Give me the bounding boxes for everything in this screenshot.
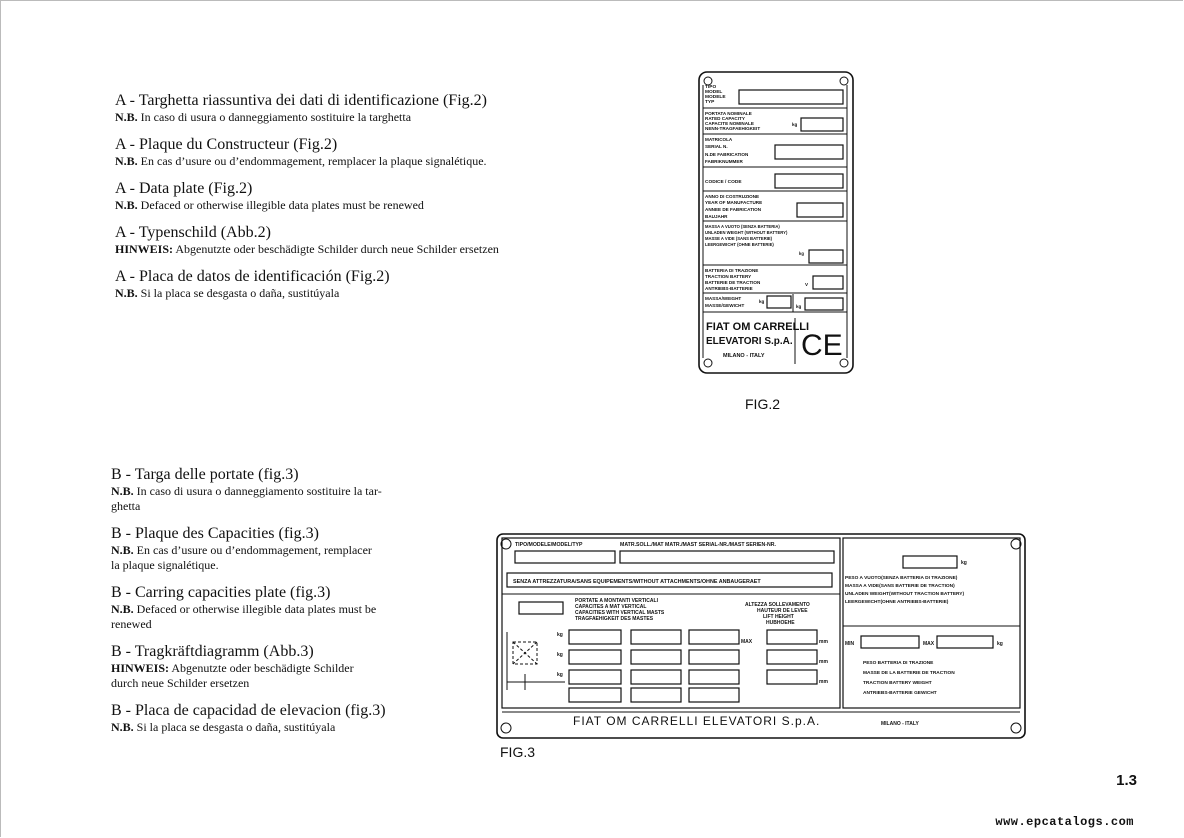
item-letter: B <box>111 584 122 601</box>
svg-text:CAPACITIES WITH VERTICAL MASTS: CAPACITIES WITH VERTICAL MASTS <box>575 610 665 616</box>
type-row <box>705 84 726 105</box>
load-diagram-icon <box>507 632 565 690</box>
city-label: MILANO - ITALY <box>881 721 919 727</box>
note-label: HINWEIS: <box>115 242 174 256</box>
svg-text:MATRICOLA: MATRICOLA <box>705 137 733 142</box>
note-text: Abgenutzte oder beschädigte Schilder <box>171 661 354 675</box>
battery-max-field <box>937 636 993 648</box>
code-field <box>775 174 843 188</box>
svg-text:CODICE / CODE: CODICE / CODE <box>705 180 742 185</box>
svg-text:ANTRIEBS-BATTERIE GEWICHT: ANTRIEBS-BATTERIE GEWICHT <box>863 691 937 696</box>
footer-url: www.epcatalogs.com <box>995 815 1134 829</box>
empty-mass-field <box>809 250 843 263</box>
item-title: Data plate (Fig.2) <box>139 180 253 197</box>
svg-text:YEAR OF MANUFACTURE: YEAR OF MANUFACTURE <box>705 200 763 205</box>
svg-text:ANTRIEBS-BATTERIE: ANTRIEBS-BATTERIE <box>705 286 753 291</box>
note-label: N.B. <box>111 602 134 616</box>
svg-text:ALTEZZA SOLLEVAMENTO: ALTEZZA SOLLEVAMENTO <box>745 602 810 608</box>
svg-text:mm: mm <box>819 679 828 685</box>
note-label: N.B. <box>111 484 134 498</box>
note-label: N.B. <box>115 110 138 124</box>
battery-mass-field-2 <box>805 298 843 310</box>
svg-text:HAUTEUR DE LEVEE: HAUTEUR DE LEVEE <box>757 608 808 614</box>
svg-text:kg: kg <box>557 652 563 658</box>
svg-text:PORTATE A MONTANTI VERTICALI: PORTATE A MONTANTI VERTICALI <box>575 598 658 604</box>
note-text: In caso di usura o danneggiamento sostituire la tar- <box>136 484 382 498</box>
screw-hole-icon <box>1011 723 1021 733</box>
item-title: Targa delle portate (fig.3) <box>134 466 299 483</box>
fig3-capacity-plate <box>495 532 1027 740</box>
item-title: Tragkräftdiagramm (Abb.3) <box>134 643 314 660</box>
a-item: A - Data plate (Fig.2) N.B. Defaced or otherwise illegible data plates must be renewed <box>115 180 424 212</box>
ce-mark-icon: CE <box>801 329 843 362</box>
svg-text:CAPACITES A MAT VERTICAL: CAPACITES A MAT VERTICAL <box>575 604 647 610</box>
section-b <box>111 465 456 741</box>
battery-mass-label <box>863 660 955 696</box>
empty-mass-label <box>845 575 965 605</box>
item-title: Typenschild (Abb.2) <box>138 224 271 241</box>
svg-text:MASSE A VIDE (SANS BATTERIE): MASSE A VIDE (SANS BATTERIE) <box>705 236 773 241</box>
svg-text:MASSA/WEIGHT: MASSA/WEIGHT <box>705 296 742 301</box>
b-item: B - Placa de capacidad de elevacion (fig.3) N.B. Si la placa se desgasta o daña, sustitúyala <box>111 702 386 734</box>
svg-text:kg: kg <box>557 632 563 638</box>
note-text: In caso di usura o danneggiamento sostituire la targhetta <box>140 110 412 124</box>
lift-field <box>519 602 563 614</box>
item-letter: A <box>115 92 126 109</box>
capacity-field <box>801 118 843 131</box>
note-label: N.B. <box>111 720 134 734</box>
svg-text:TYP: TYP <box>705 100 715 105</box>
note-text: En cas d’usure ou d’endommagement, remplacer <box>136 543 372 557</box>
svg-text:MATR.SOLL./MAT MATR./MAST SERI: MATR.SOLL./MAT MATR./MAST SERIAL-NR./MAST SERIEN-NR. <box>620 542 776 548</box>
attachments-label: SENZA ATTREZZATURA/SANS EQUIPEMENTS/WITHOUT ATTACHMENTS/OHNE ANBAUGERAET <box>513 579 761 585</box>
svg-text:kg: kg <box>792 122 798 127</box>
maker-block <box>706 321 809 359</box>
screw-hole-icon <box>704 359 712 367</box>
item-title: Targhetta riassuntiva dei dati di identificazione (Fig.2) <box>138 92 487 109</box>
svg-text:ANNEE DE FABRICATION: ANNEE DE FABRICATION <box>705 207 762 212</box>
svg-text:MASSE DE LA BATTERIE DE TRACTI: MASSE DE LA BATTERIE DE TRACTION <box>863 671 955 676</box>
note-text: Defaced or otherwise illegible data plates must be renewed <box>140 198 424 212</box>
year-field <box>797 203 843 217</box>
svg-text:N.DE FABRICATION: N.DE FABRICATION <box>705 152 749 157</box>
b-item: B - Targa delle portate (fig.3) N.B. In caso di usura o danneggiamento sostituire la tar- ghetta <box>111 465 456 524</box>
svg-text:LEERGEWICHT(OHNE ANTRIEBS-BATT: LEERGEWICHT(OHNE ANTRIEBS-BATTERIE) <box>845 600 949 605</box>
item-letter: A <box>115 224 126 241</box>
svg-text:NENN-TRAGFAEHIGKEIT: NENN-TRAGFAEHIGKEIT <box>705 126 761 131</box>
svg-text:TIPO: TIPO <box>705 85 717 90</box>
svg-text:MAX: MAX <box>741 639 753 645</box>
lift-height-label <box>745 602 810 626</box>
svg-text:MASSA A VUOTO (SENZA BATTERIA): MASSA A VUOTO (SENZA BATTERIA) <box>705 224 780 229</box>
type-field <box>515 551 615 563</box>
svg-text:kg: kg <box>759 299 765 304</box>
battery-mass-row <box>705 296 802 309</box>
serial-row <box>705 137 749 164</box>
svg-text:kg: kg <box>799 251 804 256</box>
svg-text:BAUJAHR: BAUJAHR <box>705 214 728 219</box>
note-text: En cas d’usure ou d’endommagement, remplacer la plaque signalétique. <box>140 154 487 168</box>
section-a <box>115 91 615 311</box>
item-title: Plaque du Constructeur (Fig.2) <box>139 136 338 153</box>
battery-row <box>705 268 809 291</box>
svg-text:BATTERIA DI TRAZIONE: BATTERIA DI TRAZIONE <box>705 268 759 273</box>
svg-text:LIFT HEIGHT: LIFT HEIGHT <box>763 614 794 620</box>
item-title: Placa de capacidad de elevacion (fig.3) <box>135 702 386 719</box>
page-number: 1.3 <box>1116 772 1137 789</box>
fig2-data-plate <box>697 70 855 375</box>
svg-text:kg: kg <box>961 560 967 566</box>
maker-label: FIAT OM CARRELLI ELEVATORI S.p.A. <box>573 714 821 728</box>
note-label: N.B. <box>115 198 138 212</box>
svg-text:kg: kg <box>997 641 1003 647</box>
a-item: A - Plaque du Constructeur (Fig.2) N.B. En cas d’usure ou d’endommagement, remplacer la plaque signalétique. <box>115 136 487 168</box>
item-letter: B <box>111 466 122 483</box>
svg-text:CAPACITE NOMINALE: CAPACITE NOMINALE <box>705 121 754 126</box>
svg-text:kg: kg <box>796 304 802 309</box>
svg-text:V: V <box>805 282 809 287</box>
note-text: Si la placa se desgasta o daña, sustitúyala <box>140 286 340 300</box>
empty-mass-field <box>903 556 957 568</box>
capacity-row <box>705 111 798 131</box>
capacity-grid <box>569 630 817 702</box>
note-label: N.B. <box>111 543 134 557</box>
svg-text:UNLADEN WEIGHT(WITHOUT TRACTIO: UNLADEN WEIGHT(WITHOUT TRACTION BATTERY) <box>845 592 965 597</box>
item-letter: A <box>115 180 126 197</box>
svg-text:TRAGFAEHIGKEIT DES MASTES: TRAGFAEHIGKEIT DES MASTES <box>575 616 654 622</box>
screw-hole-icon <box>840 77 848 85</box>
b-item: B - Plaque des Capacities (fig.3) N.B. En cas d’usure ou d’endommagement, remplacer la plaque signalétique. <box>111 524 456 583</box>
svg-text:mm: mm <box>819 659 828 665</box>
item-title: Placa de datos de identificación (Fig.2) <box>139 268 390 285</box>
svg-text:MAX: MAX <box>923 641 935 647</box>
note-text-cont: durch neue Schilder ersetzen <box>111 676 250 690</box>
a-item: A - Typenschild (Abb.2) HINWEIS: Abgenutzte oder beschädigte Schilder durch neue Schilder ersetzen <box>115 224 499 256</box>
note-text: Abgenutzte oder beschädigte Schilder durch neue Schilder ersetzen <box>175 242 499 256</box>
fig3-caption: FIG.3 <box>500 744 536 760</box>
a-item: A - Placa de datos de identificación (Fig.2) N.B. Si la placa se desgasta o daña, sustitúyala <box>115 268 390 300</box>
svg-text:BATTERIE DE TRACTION: BATTERIE DE TRACTION <box>705 280 761 285</box>
item-letter: B <box>111 643 122 660</box>
note-text-cont: renewed <box>111 617 152 631</box>
empty-mass-row <box>705 224 804 256</box>
svg-text:SERIAL N.: SERIAL N. <box>705 144 728 149</box>
svg-text:MODELE: MODELE <box>705 95 726 100</box>
b-item: B - Tragkräftdiagramm (Abb.3) HINWEIS: Abgenutzte oder beschädigte Schilder durch neue Schilder ersetzen <box>111 642 456 701</box>
svg-text:PESO BATTERIA DI TRAZIONE: PESO BATTERIA DI TRAZIONE <box>863 661 934 666</box>
item-letter: B <box>111 525 122 542</box>
svg-text:MILANO - ITALY: MILANO - ITALY <box>723 353 765 359</box>
note-label: HINWEIS: <box>111 661 170 675</box>
serial-field <box>775 145 843 159</box>
type-field <box>739 90 843 104</box>
svg-text:HUBHOEHE: HUBHOEHE <box>766 620 795 626</box>
svg-text:MODEL: MODEL <box>705 90 723 95</box>
item-letter: A <box>115 136 126 153</box>
note-text: Si la placa se desgasta o daña, sustitúyala <box>136 720 336 734</box>
svg-text:PORTATA NOMINALE: PORTATA NOMINALE <box>705 111 752 116</box>
svg-text:kg: kg <box>557 672 563 678</box>
serial-field <box>620 551 834 563</box>
svg-text:PESO A VUOTO(SENZA BATTERIA DI: PESO A VUOTO(SENZA BATTERIA DI TRAZIONE) <box>845 576 958 581</box>
svg-text:ELEVATORI S.p.A.: ELEVATORI S.p.A. <box>706 336 793 347</box>
battery-field <box>813 276 843 289</box>
svg-text:LEERGEWICHT (OHNE BATTERIE): LEERGEWICHT (OHNE BATTERIE) <box>705 242 774 247</box>
note-text-cont: la plaque signalétique. <box>111 558 219 572</box>
svg-text:ANNO DI COSTRUZIONE: ANNO DI COSTRUZIONE <box>705 194 760 199</box>
svg-text:TRACTION BATTERY WEIGHT: TRACTION BATTERY WEIGHT <box>863 681 932 686</box>
header-row <box>515 542 776 548</box>
a-item: A - Targhetta riassuntiva dei dati di identificazione (Fig.2) N.B. In caso di usura o danneggiamento sostituire la targhetta <box>115 92 487 124</box>
screw-hole-icon <box>501 723 511 733</box>
svg-text:UNLADEN WEIGHT (WITHOUT BATTER: UNLADEN WEIGHT (WITHOUT BATTERY) <box>705 230 788 235</box>
fig2-caption: FIG.2 <box>745 396 781 412</box>
svg-text:RATED CAPACITY: RATED CAPACITY <box>705 116 745 121</box>
b-item: B - Carring capacities plate (fig.3) N.B. Defaced or otherwise illegible data plates must be renewed <box>111 583 456 642</box>
note-label: N.B. <box>115 286 138 300</box>
svg-text:FABRIKNUMMER: FABRIKNUMMER <box>705 159 743 164</box>
note-text-cont: ghetta <box>111 499 141 513</box>
svg-text:FIAT OM CARRELLI: FIAT OM CARRELLI <box>706 321 810 333</box>
svg-text:mm: mm <box>819 639 828 645</box>
item-letter: B <box>111 702 122 719</box>
svg-text:TRACTION BATTERY: TRACTION BATTERY <box>705 274 752 279</box>
svg-text:MIN: MIN <box>845 641 855 647</box>
item-title: Carring capacities plate (fig.3) <box>135 584 331 601</box>
note-text: Defaced or otherwise illegible data plates must be <box>136 602 377 616</box>
svg-text:MASSE/GEWICHT: MASSE/GEWICHT <box>705 303 745 308</box>
screw-hole-icon <box>704 77 712 85</box>
battery-mass-field-1 <box>767 296 791 308</box>
item-title: Plaque des Capacities (fig.3) <box>135 525 319 542</box>
code-row <box>705 179 742 185</box>
svg-text:MASSA A VIDE(SANS BATTERIE DE: MASSA A VIDE(SANS BATTERIE DE TRACTION) <box>845 584 955 589</box>
year-row <box>705 194 762 219</box>
svg-text:TIPO/MODELE/MODEL/TYP: TIPO/MODELE/MODEL/TYP <box>515 542 583 548</box>
note-label: N.B. <box>115 154 138 168</box>
capacities-label <box>575 598 665 622</box>
battery-min-field <box>861 636 919 648</box>
item-letter: A <box>115 268 126 285</box>
